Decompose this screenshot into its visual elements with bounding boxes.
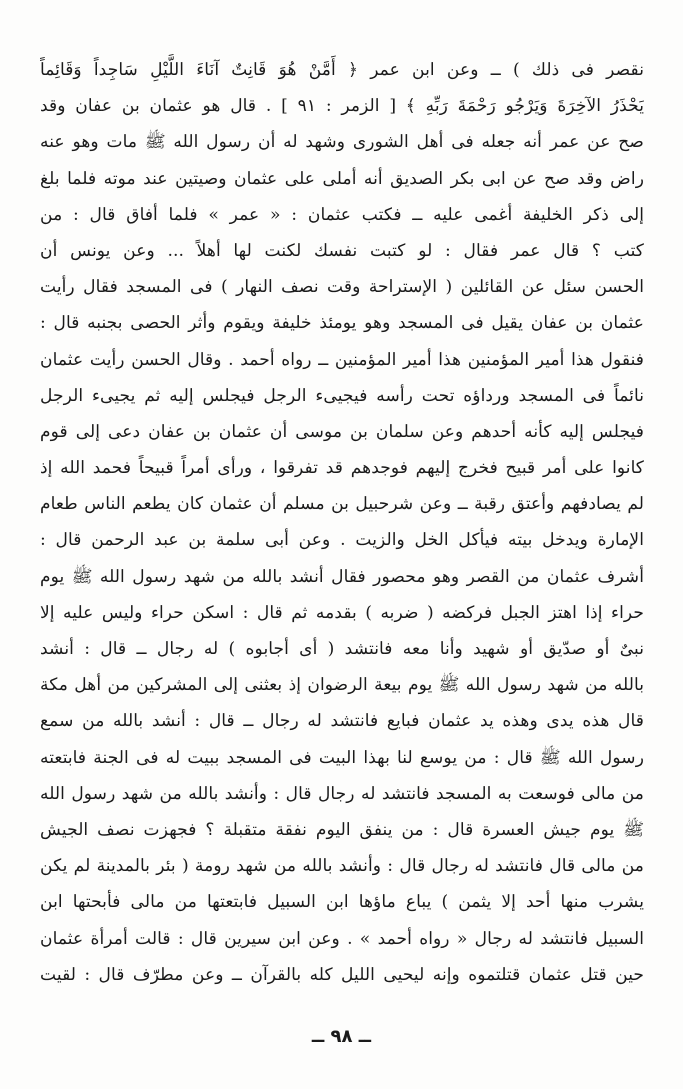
- text-line: نبىٌ أو صدّيق أو شهيد وأنا معه فانتشد ( أى أجابوه ) له رجال ــ قال : أنشد: [40, 639, 644, 659]
- text-line: نائماً فى المسجد ورداؤه تحت رأسه فيجيىء الرجل فيجلس إليه ثم يجيىء الرجل: [40, 385, 644, 406]
- text-line: صح عن عمر أنه جعله فى أهل الشورى وشهد له أن رسول الله ﷺ مات وهو عنه: [40, 132, 644, 153]
- text-line: أشرف عثمان من القصر وهو محصور فقال أنشد بالله من شهد رسول الله ﷺ يوم: [40, 566, 644, 587]
- text-line: قال هذه يدى وهذه يد عثمان فبايع فانتشد له رجال ــ قال : أنشد بالله من سمع: [40, 711, 644, 732]
- text-line: يشرب منها أحد إلا يثمن ) يباع ماؤها ابن السبيل فابتعتها من مالى فأبحتها ابن: [40, 892, 644, 913]
- text-line: عثمان بن عفان يقيل فى المسجد وهو يومئذ خليفة ويقوم وأثر الحصى بجنبه قال :: [40, 313, 644, 334]
- text-line: حراء إذا اهتز الجبل فركضه ( ضربه ) بقدمه ثم قال : اسكن حراء وليس عليه إلا: [40, 602, 644, 623]
- text-line: بالله من شهد رسول الله ﷺ يوم بيعة الرضوان إذ بعثنى إلى المشركين من أهل مكة: [40, 675, 644, 696]
- text-line: الحسن سئل عن القائلين ( الإستراحة وقت نصف النهار ) فى المسجد فقال رأيت: [40, 277, 644, 298]
- text-line: فنقول هذا أمير المؤمنين هذا أمير المؤمنين ــ رواه أحمد . وقال الحسن رأيت عثمان: [40, 349, 644, 370]
- text-line: نقصر فى ذلك ) ــ وعن ابن عمر ﴿ أَمَّنْ هُوَ قَانِتٌ آنَاءَ اللَّيْلِ سَاجِداً وَقَائِماً: [40, 60, 644, 80]
- text-line: الإمارة ويدخل بيته فيأكل الخل والزيت . وعن أبى سلمة بن عبد الرحمن قال :: [40, 530, 644, 551]
- text-line: كتب ؟ قال عمر فقال : لو كتبت نفسك لكنت لها أهلاً ... وعن يونس أن: [40, 240, 644, 261]
- page-number: ــ ٩٨ ــ: [311, 1026, 372, 1047]
- text-line: ﷺ يوم جيش العسرة قال : من ينفق اليوم نفقة متقبلة ؟ فجهزت نصف الجيش: [40, 819, 644, 840]
- text-line: من مالى فوسعت به المسجد فانتشد له رجال قال : وأنشد بالله من شهد رسول الله: [40, 783, 644, 804]
- text-line: السبيل فانتشد له رجال « رواه أحمد » . وعن ابن سيرين قال : قالت أمرأة عثمان: [40, 928, 644, 949]
- text-line: حين قتل عثمان قتلتموه وإنه ليحيى الليل كله بالقرآن ــ وعن مطرّف قال : لقيت: [40, 964, 644, 985]
- text-line: كانوا على أمر قبيح فخرج إليهم فوجدهم قد تفرقوا ، ورأى أمراً قبيحاً فحمد الله إذ: [40, 458, 644, 479]
- text-line: من مالى قال فانتشد له رجال قال : وأنشد بالله من شهد رومة ( بئر بالمدينة لم يكن: [40, 856, 644, 877]
- body-text: [40, 52, 644, 993]
- text-line: إلى ذكر الخليفة أغمى عليه ــ فكتب عثمان : « عمر » فلما أفاق قال : من: [40, 204, 644, 225]
- text-line: لم يصادفهم وأعتق رقبة ــ وعن شرحبيل بن مسلم أن عثمان كان يطعم الناس طعام: [40, 494, 644, 515]
- text-line: راض وقد صح عن ابى بكر الصديق أنه أملى على عثمان وصيتين عند موته فلما بلغ: [40, 168, 644, 189]
- text-line: فيجلس إليه كأنه أحدهم وعن سلمان بن موسى أن عثمان بن عفان دعى إلى قوم: [40, 421, 644, 442]
- text-line: يَحْذَرُ الآخِرَةَ وَيَرْجُو رَحْمَةَ رَبِّهِ ﴾ [ الزمر : ٩١ ] . قال هو عثمان بن عفان وقد: [40, 96, 644, 117]
- text-line: رسول الله ﷺ قال : من يوسع لنا بهذا البيت فى المسجد ببيت له فى الجنة فابتعته: [40, 747, 644, 768]
